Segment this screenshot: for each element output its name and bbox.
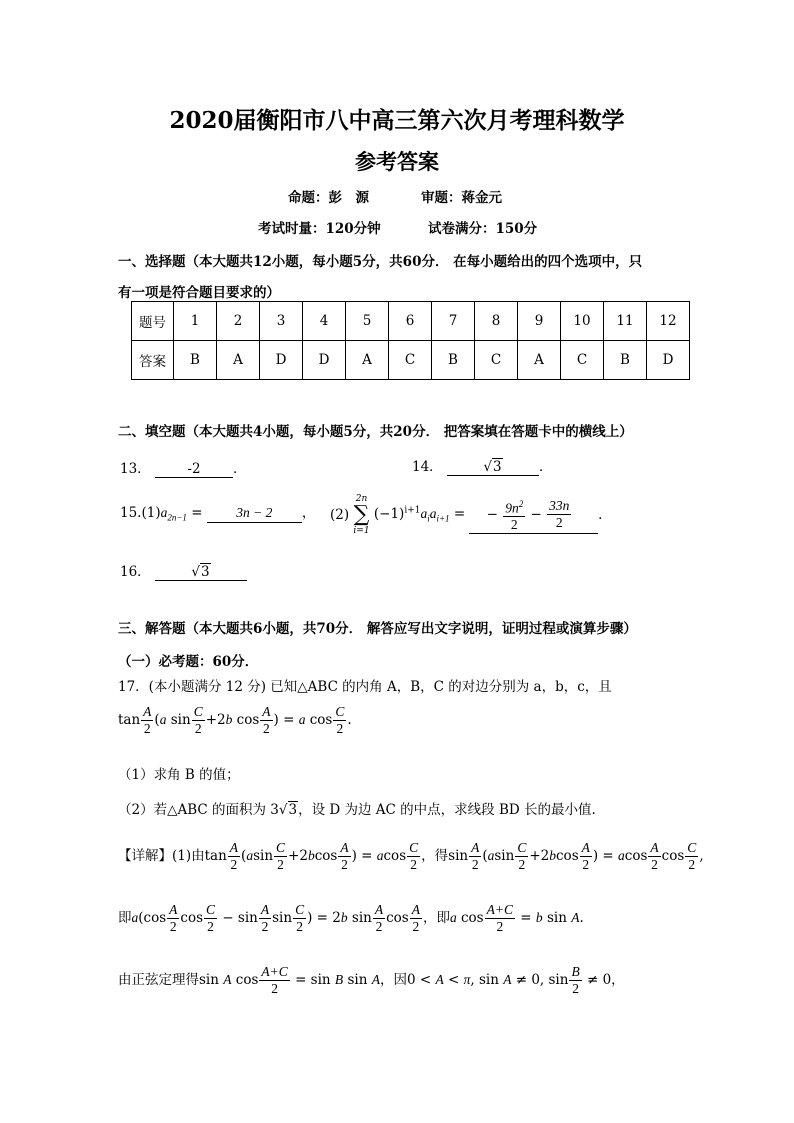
reviewer-label: 审题：蒋金元 [421, 190, 502, 206]
question-number: 8 [475, 302, 518, 341]
detail-line1: 【详解】(1)由tan $\frac{A}{2}$ (asin $\frac{C}{2}$ +2bcos $\frac{A}{2}$ ) = acos $\frac{C}{2}$ ，得sin $\frac{A}{2}$ (asin $\frac{C}{2}$ +2bcos $\frac{A}{2}$ ) = acos $\frac{A}{2}$ cos $\frac{C}{2}$ , [118, 840, 704, 872]
q15-part2-label: (2) [330, 507, 350, 523]
question-number: 3 [260, 302, 303, 341]
question-number: 4 [303, 302, 346, 341]
q16-label: 16． [120, 564, 151, 580]
page-title: 2020届衡阳市八中高三第六次月考理科数学 [169, 107, 625, 134]
question-number: 7 [432, 302, 475, 341]
sum-symbol: 2n ∑ i=1 [353, 494, 370, 536]
q15-answer1: 3n − 2 [207, 504, 302, 523]
answer-cell: A [217, 341, 260, 380]
question-number: 6 [389, 302, 432, 341]
full-score: 试卷满分：150分 [428, 221, 538, 237]
page-subtitle: 参考答案 [355, 149, 439, 174]
q14-answer-blank [447, 459, 539, 476]
q13: 13． -2 ． [120, 461, 247, 477]
row-label-number: 题号 [132, 302, 174, 341]
q13-label: 13． [120, 461, 151, 477]
section1-heading-line2: 有一项是符合题目要求的） [118, 285, 280, 301]
answer-cell: B [174, 341, 217, 380]
q17-part2: （2）若△ABC 的面积为 3√3，设 D 为边 AC 的中点，求线段 BD 长的最小值. [118, 802, 596, 818]
q17-part1: （1）求角 B 的值； [118, 767, 240, 783]
section3-heading: 三、解答题（本大题共6小题，共70分． 解答应写出文字说明，证明过程或演算步骤） [118, 621, 637, 637]
detail-line2: 即a(cos $\frac{A}{2}$ cos $\frac{C}{2}$ − sin $\frac{A}{2}$ sin $\frac{C}{2}$ ) = 2b sin $\frac{A}{2}$ cos $\frac{A}{2}$ ，即a cos $\frac{A+C}{2}$ = b sin A. [118, 902, 584, 934]
q14-label: 14． [412, 459, 443, 475]
question-number: 10 [561, 302, 604, 341]
exam-time: 考试时量：120分钟 [258, 221, 381, 237]
question-number: 1 [174, 302, 217, 341]
answer-cell: A [346, 341, 389, 380]
question-number: 11 [604, 302, 647, 341]
q15-part2: (2) 2n ∑ i=1 $(-1)^{i+1}a_ia_{i+1}$ = − $\frac{9n^2}{2}$ − $\frac{33n}{2}$ . [330, 494, 603, 536]
question-number: 9 [518, 302, 561, 341]
q15-label: 15. [120, 505, 142, 521]
sqrt-symbol: √3 [278, 802, 298, 818]
q15-answer2: − $\frac{9n^2}{2}$ − $\frac{33n}{2}$ [469, 496, 598, 535]
section2-heading: 二、填空题（本大题共4小题，每小题5分，共20分． 把答案填在答题卡中的横线上） [118, 424, 633, 440]
answer-cell: B [432, 341, 475, 380]
answer-cell: C [561, 341, 604, 380]
question-number: 12 [647, 302, 690, 341]
sqrt-symbol: √3 [483, 459, 502, 475]
answer-cell: A [518, 341, 561, 380]
question-number: 2 [217, 302, 260, 341]
q16 [120, 560, 247, 581]
q16-answer-blank [155, 564, 247, 581]
detail-line3: 由正弦定理得sin A cos $\frac{A+C}{2}$ = sin B sin A，因0 < A < π, sin A ≠ 0, sin $\frac{B}{2}$ ≠ 0， [118, 964, 625, 996]
section3-required: （一）必考题：60分． [118, 654, 259, 670]
table-row-answers [132, 341, 690, 380]
detail-label: 【详解】 [118, 848, 172, 864]
q13-answer: -2 [155, 461, 233, 478]
q17-equation: tan $\frac{A}{2}$ (a sin $\frac{C}{2}$ +2b cos $\frac{A}{2}$ ) = a cos $\frac{C}{2}$ . [118, 704, 352, 736]
q14-answer: 3 [492, 459, 502, 475]
sqrt-symbol: √3 [191, 564, 210, 580]
table-row-numbers [132, 302, 690, 341]
q17-intro: 17．(本小题满分 12 分) 已知△ABC 的内角 A，B，C 的对边分别为 a，b，c，且 [118, 679, 612, 695]
answer-cell: D [260, 341, 303, 380]
section1-heading-line1: 一、选择题（本大题共12小题，每小题5分，共60分． 在每小题给出的四个选项中，只 [118, 254, 643, 270]
answer-cell: D [303, 341, 346, 380]
row-label-answer: 答案 [132, 341, 174, 380]
setter-label: 命题：彭 源 [288, 190, 369, 206]
q15: $15.(1)a_{2n-1} = 3n - 2$ ， [120, 505, 316, 523]
q16-answer: 3 [200, 564, 210, 580]
q15-part1-label: (1) [141, 505, 161, 521]
answer-cell: C [475, 341, 518, 380]
answer-cell: D [647, 341, 690, 380]
question-number: 5 [346, 302, 389, 341]
answer-table [131, 301, 690, 380]
q14: 14． √3 ． [412, 459, 553, 475]
answer-cell: B [604, 341, 647, 380]
answer-cell: C [389, 341, 432, 380]
